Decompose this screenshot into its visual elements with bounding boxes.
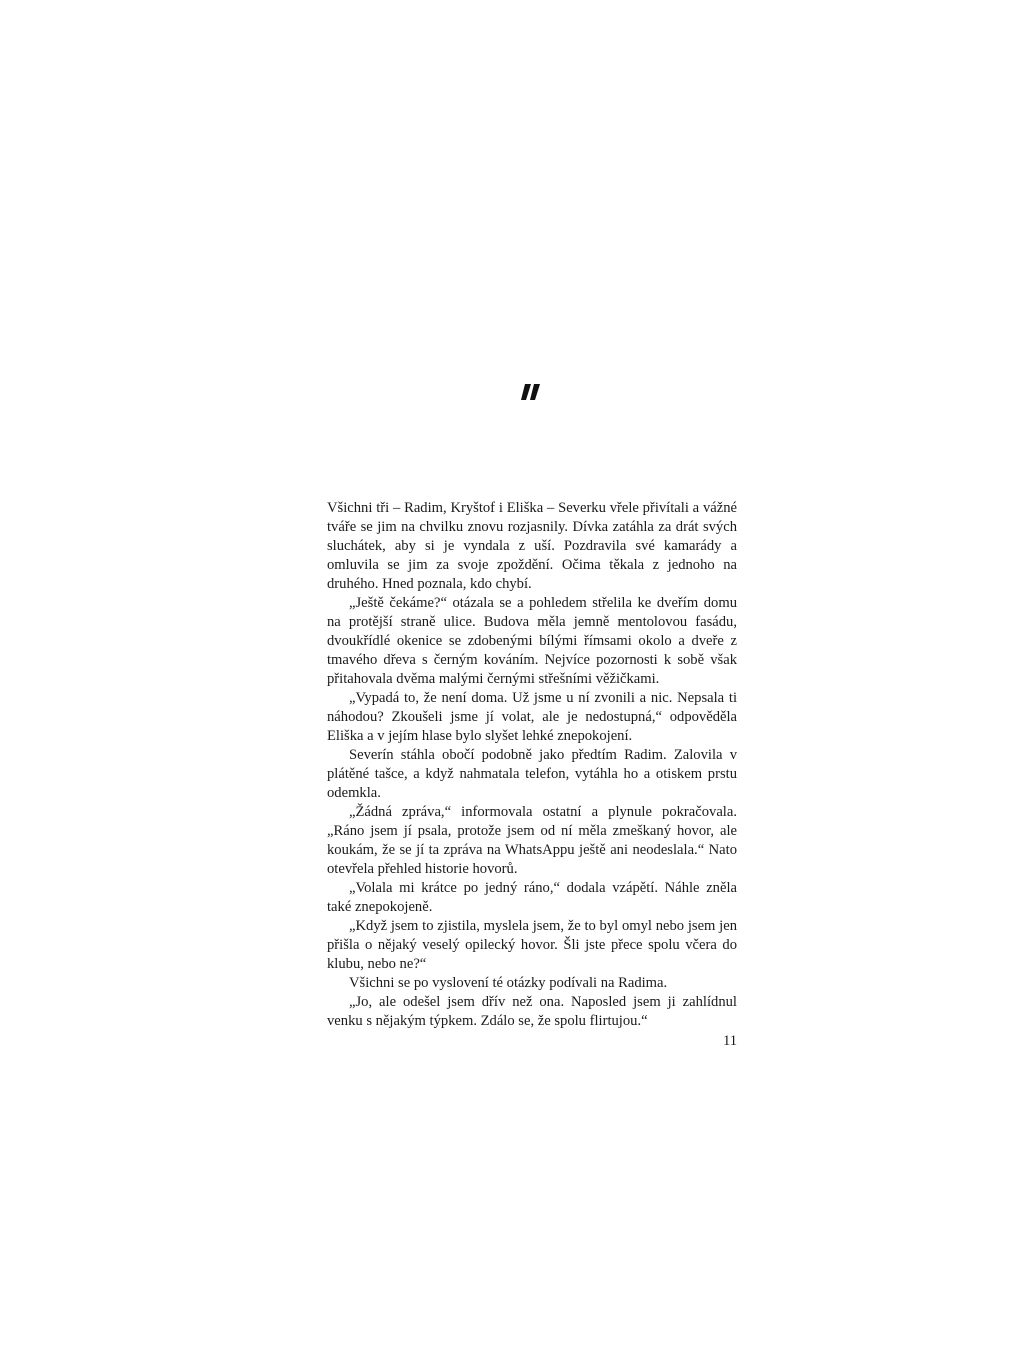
paragraph: „Volala mi krátce po jedný ráno,“ dodala vzápětí. Náhle zněla také znepokojeně. xyxy=(327,880,737,915)
body-text xyxy=(327,499,737,1031)
paragraph: „Ještě čekáme?“ otázala se a pohledem střelila ke dveřím domu na protější straně ulice. Budova měla jemně mentolovou fasádu, dvoukřídlé okenice se zdobenými bílými římsami okolo a dveře z tmavého dřeva s černým kováním. Nejvíce pozornosti k sobě však přitahovala dvěma malými černými střešními věžičkami. xyxy=(327,595,737,687)
paragraph: „Jo, ale odešel jsem dřív než ona. Naposled jsem ji zahlídnul venku s nějakým týpkem. Zdálo se, že spolu flirtujou.“ xyxy=(327,994,737,1029)
chapter-mark xyxy=(500,336,560,419)
paragraph: „Když jsem to zjistila, myslela jsem, že to byl omyl nebo jsem jen přišla o nějaký veselý opilecký hovor. Šli jste přece spolu včera do klubu, nebo ne?“ xyxy=(327,918,737,972)
chapter-number-text: 1 xyxy=(500,336,528,382)
paragraph: Všichni tři – Radim, Kryštof i Eliška – Severku vřele přivítali a vážné tváře se jim na chvilku znovu rozjasnily. Dívka zatáhla za drát svých sluchátek, aby si je vyndala z uší. Pozdravila své kamarády a omluvila se jim za svoje zpoždění. Očima těkala z jednoho na druhého. Hned poznala, kdo chybí. xyxy=(327,500,737,592)
page-number: 11 xyxy=(722,1033,737,1049)
paragraph: Severín stáhla obočí podobně jako předtím Radim. Zalovila v plátěné tašce, a když nahmatala telefon, vytáhla ho a otiskem prstu odemkla. xyxy=(327,747,737,801)
chapter-number-one-glyph xyxy=(500,336,560,412)
paragraph: „Vypadá to, že není doma. Už jsme u ní zvonili a nic. Nepsala ti náhodou? Zkoušeli jsme jí volat, ale je nedostupná,“ odpověděla Eliška a v jejím hlase bylo slyšet lehké znepokojení. xyxy=(327,690,737,744)
chapter-glyph-stroke-right xyxy=(530,384,540,400)
paragraph: „Žádná zpráva,“ informovala ostatní a plynule pokračovala. „Ráno jsem jí psala, protože jsem od ní měla zmeškaný hovor, ale koukám, že se jí ta zpráva na WhatsAppu ještě ani neodeslala.“ Nato otevřela přehled historie hovorů. xyxy=(327,804,737,877)
paragraph: Všichni se po vyslovení té otázky podívali na Radima. xyxy=(349,975,668,991)
chapter-glyph-stroke-left xyxy=(521,384,531,400)
